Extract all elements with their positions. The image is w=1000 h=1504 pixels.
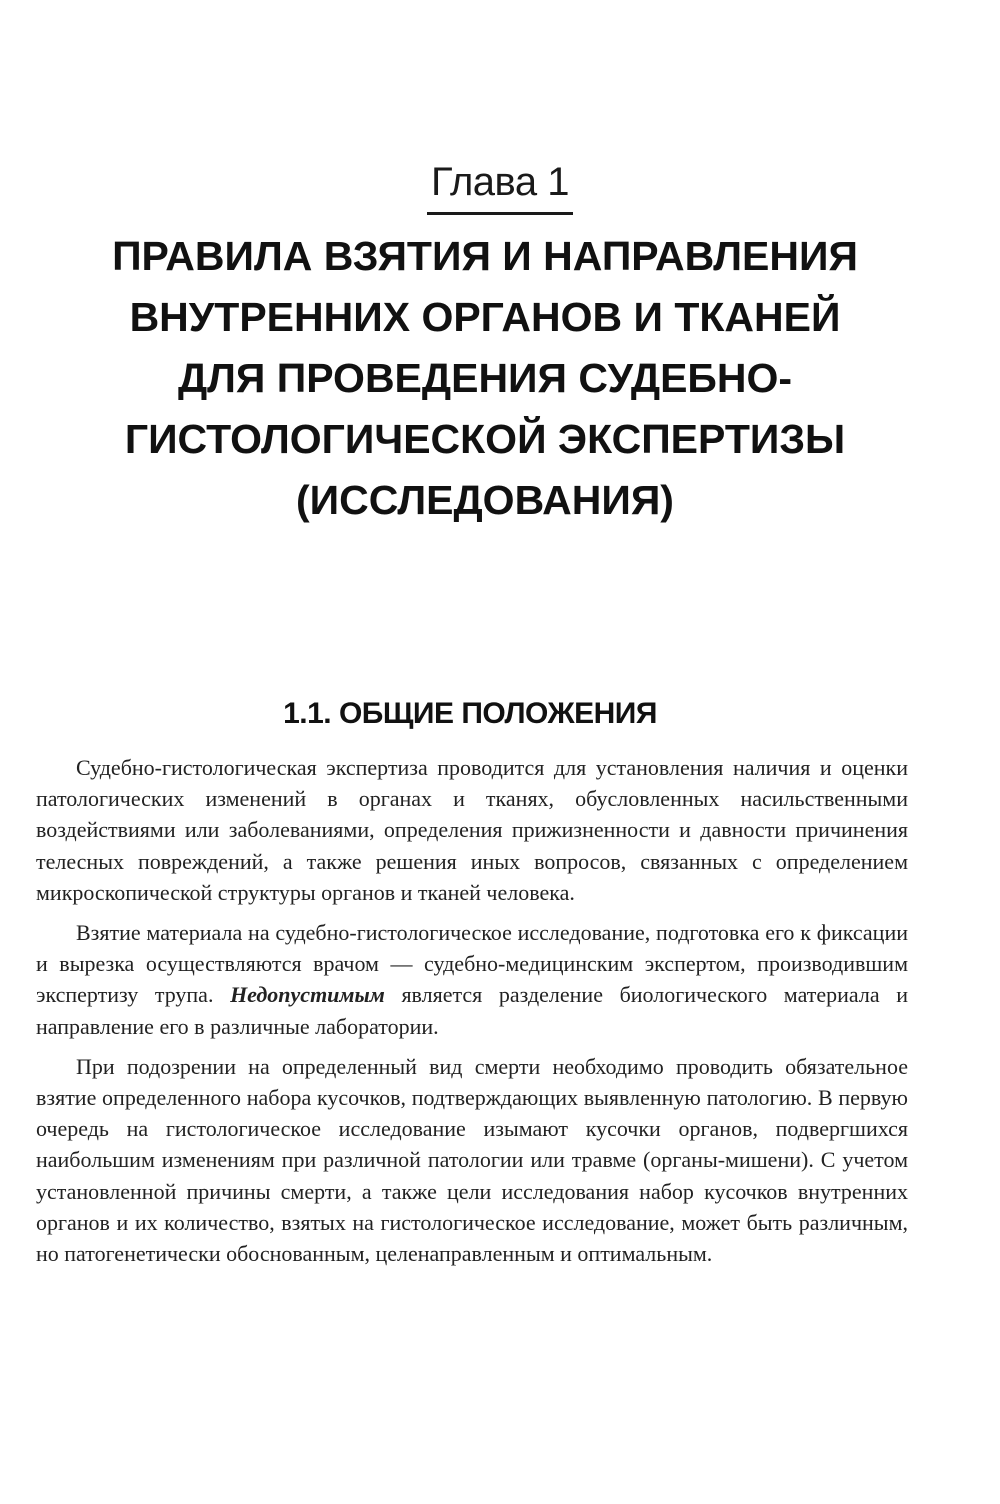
chapter-number: Глава 1 bbox=[427, 158, 573, 215]
paragraph-2 bbox=[36, 917, 908, 1042]
chapter-title bbox=[40, 226, 930, 531]
paragraph-2-start: Взятие материала на судебно-гистологическое исследование, подготовка его к фиксации и вырезка осуществляются врачом — судебно-медицинским экспертом, производившим экспертизу трупа. bbox=[36, 920, 908, 1008]
chapter-title-line: ПРАВИЛА ВЗЯТИЯ И НАПРАВЛЕНИЯ bbox=[112, 233, 858, 279]
paragraph-2-end: является разделение биологического материала и направление его в различные лаборатории. bbox=[36, 982, 909, 1039]
chapter-title-line: ДЛЯ ПРОВЕДЕНИЯ СУДЕБНО- bbox=[177, 355, 793, 401]
paragraph-3: При подозрении на определенный вид смерти необходимо проводить обязательное взятие определенного набора кусочков, подтверждающих выявленную патологию. В первую очередь на гистологическое исследование изымают кусочки органов, подвергшихся наибольшим изменениям при различной патологии или травме (органы-мишени). С учетом установленной причины смерти, а также цели исследования набор кусочков внутренних органов и их количество, взятых на гистологическое исследование, может быть различным, но патогенетически обоснованным, целенаправленным и оптимальным. bbox=[36, 1053, 908, 1267]
chapter-title-line: ВНУТРЕННИХ ОРГАНОВ И ТКАНЕЙ bbox=[129, 294, 841, 340]
chapter-label bbox=[0, 158, 1000, 215]
body-text bbox=[36, 752, 908, 1278]
chapter-title-line: ГИСТОЛОГИЧЕСКОЙ ЭКСПЕРТИЗЫ bbox=[124, 416, 846, 462]
chapter-title-line: (ИССЛЕДОВАНИЯ) bbox=[296, 477, 674, 523]
section-title: 1.1. ОБЩИЕ ПОЛОЖЕНИЯ bbox=[283, 697, 657, 730]
paragraph-1: Судебно-гистологическая экспертиза проводится для установления наличия и оценки патологических изменений в органах и тканях, обусловленных насильственными воздействиями или заболеваниями, определения прижизненности и давности причинения телесных повреждений, а также решения иных вопросов, связанных с определением микроскопической структуры органов и тканей человека. bbox=[36, 755, 908, 905]
paragraph-2-emphasis: Недопустимым bbox=[230, 982, 385, 1008]
